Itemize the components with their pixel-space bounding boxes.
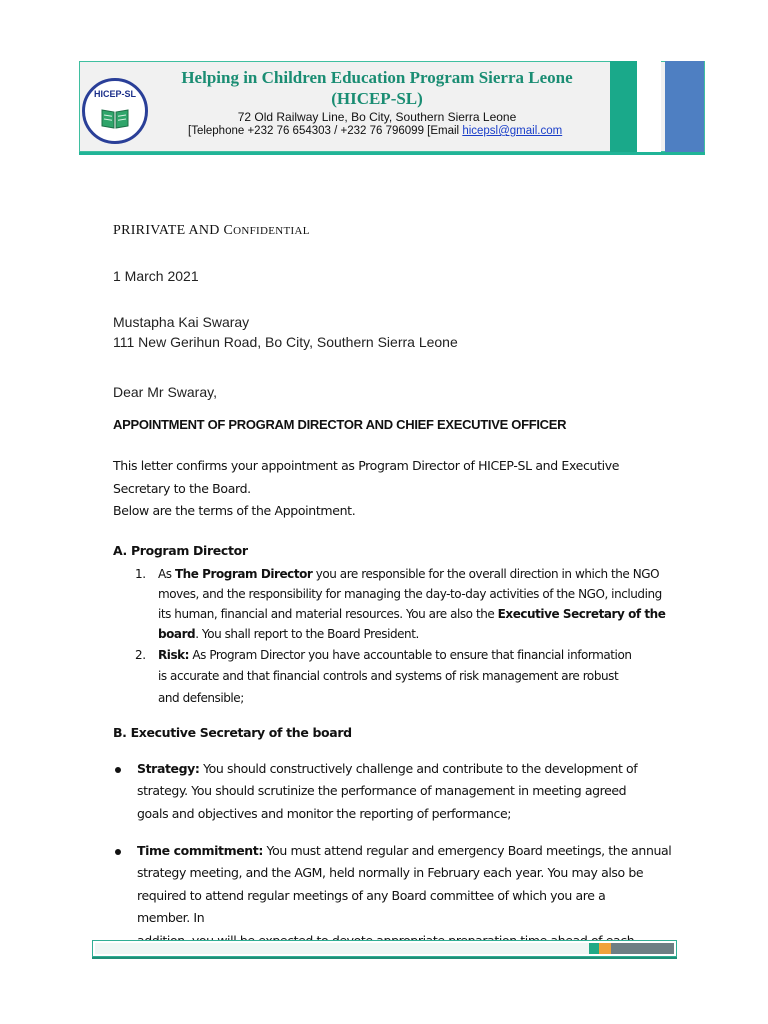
book-icon	[101, 107, 129, 129]
flag-stripe-white	[637, 61, 661, 152]
salutation: Dear Mr Swaray,	[113, 384, 217, 400]
section-b-title: B. Executive Secretary of the board	[113, 725, 352, 740]
logo-text: HICEP-SL	[93, 89, 136, 99]
item-number: 2.	[135, 648, 146, 662]
organization-contact	[188, 125, 562, 137]
flag-stripe-green	[610, 61, 637, 152]
intro-line-2: Secretary to the Board.	[113, 481, 251, 496]
organization-address: 72 Old Railway Line, Bo City, Southern Sierra Leone	[237, 110, 517, 124]
intro-line-3: Below are the terms of the Appointment.	[113, 503, 356, 518]
letterhead-rule	[79, 152, 705, 155]
time-line-4: member. In	[137, 910, 205, 925]
item1-line-3: its human, financial and material resources. You are also the Executive Secretary of the	[158, 607, 666, 621]
item-number: 1.	[135, 567, 146, 581]
footer-green-block	[589, 943, 599, 954]
bullet-icon	[115, 849, 121, 855]
letterhead	[79, 61, 705, 152]
organization-abbreviation: (HICEP-SL)	[331, 89, 423, 108]
time-line-1: Time commitment: You must attend regular and emergency Board meetings, the annual	[137, 843, 672, 858]
intro-line-1: This letter confirms your appointment as Program Director of HICEP-SL and Executive	[113, 458, 620, 473]
strategy-line-3: goals and objectives and monitor the reporting of performance;	[137, 806, 512, 821]
item2-line-3: and defensible;	[158, 691, 244, 705]
recipient-name: Mustapha Kai Swaray	[113, 314, 250, 330]
bullet-icon	[115, 767, 121, 773]
letter-subject: APPOINTMENT OF PROGRAM DIRECTOR AND CHIEF EXECUTIVE OFFICER	[113, 417, 567, 432]
item1-line-2: moves, and the responsibility for managing the day-to-day activities of the NGO, including	[158, 587, 662, 601]
item2-line-2: is accurate and that financial controls and systems of risk management are robust	[158, 669, 619, 683]
time-line-2: strategy meeting, and the AGM, held normally in February each year. You may also be	[137, 865, 644, 880]
page-footer-bar	[92, 940, 677, 957]
item2-line-1: Risk: As Program Director you have accountable to ensure that financial information	[158, 648, 632, 662]
footer-orange-block	[599, 943, 611, 954]
item1-line-4: board. You shall report to the Board President.	[158, 627, 419, 641]
email-link[interactable]: hicepsl@gmail.com	[462, 125, 563, 137]
footer-gray-block	[611, 943, 674, 954]
strategy-line-2: strategy. You should scrutinize the performance of management in meeting agreed	[137, 783, 627, 798]
strategy-line-1: Strategy: You should constructively challenge and contribute to the development of	[137, 761, 638, 776]
confidential-label: PRIRIVATE AND CONFIDENTIAL	[113, 223, 310, 238]
footer-rule	[92, 957, 677, 959]
item1-line-1: As The Program Director you are responsible for the overall direction in which the NGO	[158, 567, 660, 581]
letter-date: 1 March 2021	[113, 268, 199, 284]
footer-band	[95, 943, 589, 954]
hicep-logo	[82, 78, 148, 144]
organization-name: Helping in Children Education Program Sierra Leone	[181, 68, 573, 87]
contact-phone: [Telephone +232 76 654303 / +232 76 796099 [Email	[188, 125, 463, 137]
flag-stripe-blue	[665, 61, 704, 152]
section-a-title: A. Program Director	[113, 543, 248, 558]
recipient-address: 111 New Gerihun Road, Bo City, Southern Sierra Leone	[113, 334, 458, 350]
time-line-3: required to attend regular meetings of any Board committee of which you are a	[137, 888, 606, 903]
